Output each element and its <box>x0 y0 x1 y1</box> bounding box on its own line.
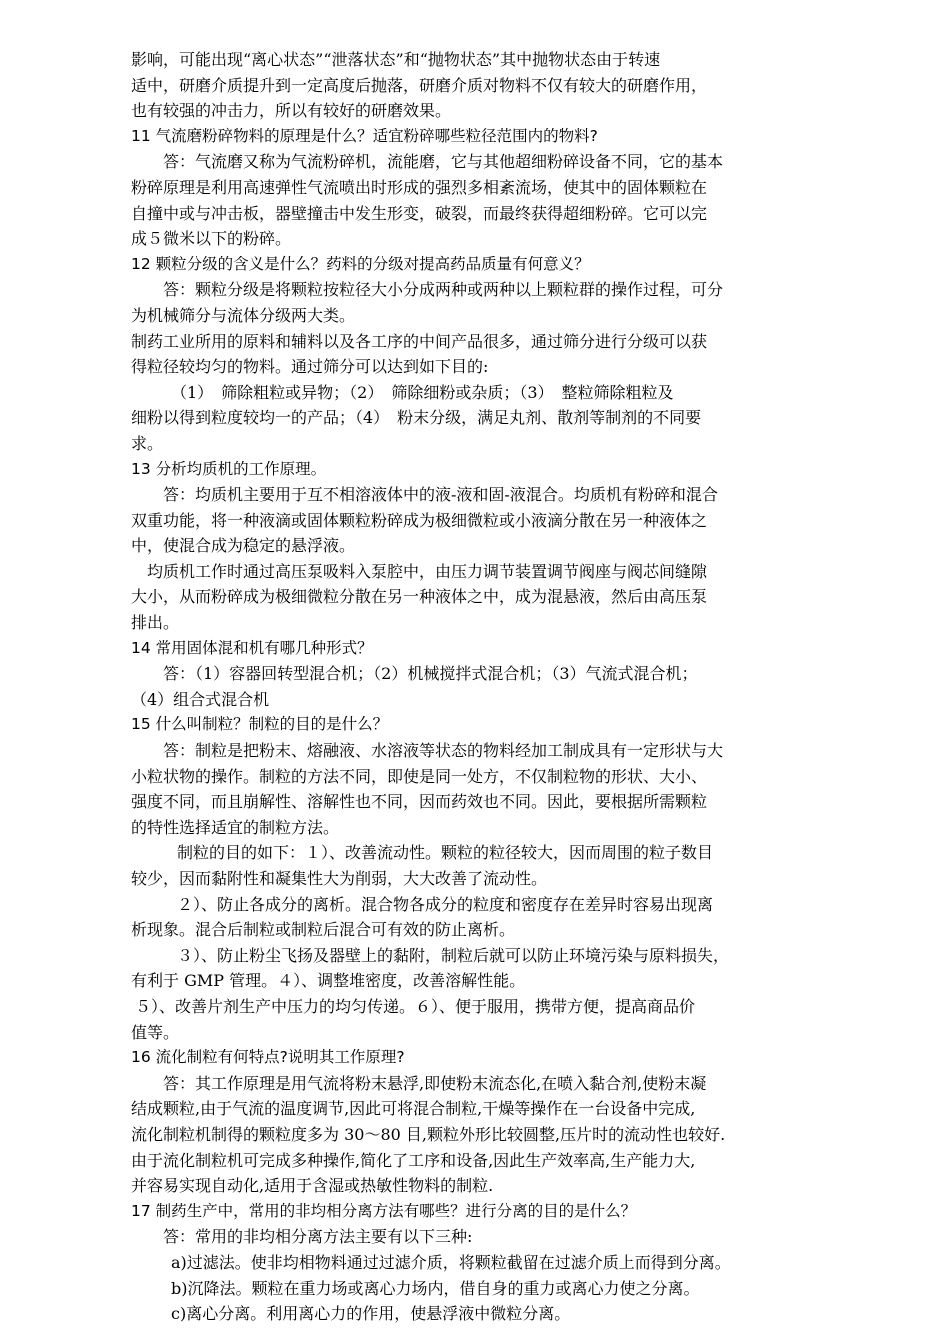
answer-17-item-c: c)离心分离。利用离心力的作用，使悬浮液中微粒分离。 <box>171 1304 571 1324</box>
answer-15-line: 的特性选择适宜的制粒方法。 <box>131 817 340 837</box>
text-line: 影响，可能出现“离心状态”“泄落状态”和“抛物状态”其中抛物状态由于转速 <box>131 50 661 69</box>
answer-12-line: 制药工业所用的原料和辅料以及各工序的中间产品很多，通过筛分进行分级可以获 <box>131 331 708 351</box>
answer-15-line: 析现象。混合后制粒或制粒后混合可有效的防止离析。 <box>131 920 516 940</box>
answer-15-line: 小粒状物的操作。制粒的方法不同，即使是同一处方，不仅制粒物的形状、大小、 <box>131 766 708 786</box>
answer-15-line: 有利于 GMP 管理。４）、调整堆密度，改善溶解性能。 <box>131 971 526 991</box>
answer-15-line: ２）、防止各成分的离析。混合物各成分的粒度和密度存在差异时容易出现离 <box>177 894 714 914</box>
answer-11-line: 答：气流磨又称为气流粉碎机，流能磨，它与其他超细粉碎设备不同，它的基本 <box>163 152 724 172</box>
answer-12-line: 为机械筛分与流体分级两大类。 <box>131 305 356 325</box>
answer-12-list-line: （1） 筛除粗粒或异物；（2） 筛除细粉或杂质；（3） 整粒筛除粗粒及 <box>171 382 674 402</box>
answer-13-line: 双重功能，将一种液滴或固体颗粒粉碎成为极细微粒或小液滴分散在另一种液体之 <box>131 510 708 530</box>
answer-16-line: 并容易实现自动化,适用于含湿或热敏性物料的制粒. <box>131 1176 494 1196</box>
answer-15-line: 答：制粒是把粉末、熔融液、水溶液等状态的物料经加工制成具有一定形状与大 <box>163 741 724 761</box>
answer-15-line: 值等。 <box>131 1022 180 1042</box>
answer-15-line: 强度不同，而且崩解性、溶解性也不同，因而药效也不同。因此，要根据所需颗粒 <box>131 792 708 812</box>
answer-12-list-line: 求。 <box>131 433 164 453</box>
question-11: 11 气流磨粉碎物料的原理是什么？适宜粉碎哪些粒径范围内的物料? <box>131 126 598 145</box>
answer-11-line: 粉碎原理是利用高速弹性气流喷出时形成的强烈多相紊流场，使其中的固体颗粒在 <box>131 177 708 197</box>
question-16: 16 流化制粒有何特点?说明其工作原理? <box>131 1048 405 1067</box>
answer-13-line: 排出。 <box>131 613 180 633</box>
answer-15-line: 较少，因而黏附性和凝集性大为削弱，大大改善了流动性。 <box>131 869 548 888</box>
answer-17-item-b: b)沉降法。颗粒在重力场或离心力场内，借自身的重力或离心力使之分离。 <box>171 1278 700 1298</box>
text-line: 也有较强的冲击力，所以有较好的研磨效果。 <box>131 101 452 121</box>
question-17: 17 制药生产中，常用的非均相分离方法有哪些？进行分离的目的是什么？ <box>131 1201 637 1220</box>
answer-16-line: 流化制粒机制得的颗粒度多为 30～80 目,颗粒外形比较圆整,压片时的流动性也较好. <box>131 1124 726 1144</box>
question-15: 15 什么叫制粒？制粒的目的是什么？ <box>131 715 389 734</box>
answer-13-line: 中，使混合成为稳定的悬浮液。 <box>131 536 356 556</box>
answer-11-line: 成５微米以下的粉碎。 <box>131 229 292 249</box>
answer-14-line: （4）组合式混合机 <box>131 689 270 709</box>
question-14: 14 常用固体混和机有哪几种形式？ <box>131 638 373 657</box>
answer-16-line: 结成颗粒,由于气流的温度调节,因此可将混合制粒,干燥等操作在一台设备中完成, <box>131 1099 696 1119</box>
answer-13-line: 答：均质机主要用于互不相溶液体中的液-液和固-液混合。均质机有粉碎和混合 <box>163 485 718 505</box>
answer-12-line: 答：颗粒分级是将颗粒按粒径大小分成两种或两种以上颗粒群的操作过程，可分 <box>163 280 724 300</box>
text-line: 适中，研磨介质提升到一定高度后抛落，研磨介质对物料不仅有较大的研磨作用， <box>131 75 708 95</box>
answer-14-line: 答：（1）容器回转型混合机；（2）机械搅拌式混合机；（3）气流式混合机； <box>163 664 698 684</box>
answer-15-line: 制粒的目的如下：１）、改善流动性。颗粒的粒径较大，因而周围的粒子数目 <box>177 843 714 863</box>
answer-13-line: 大小，从而粉碎成为极细微粒分散在另一种液体之中，成为混悬液，然后由高压泵 <box>131 587 708 607</box>
answer-17-line: 答：常用的非均相分离方法主要有以下三种: <box>163 1227 473 1247</box>
answer-15-line: ３）、防止粉尘飞扬及器壁上的黏附，制粒后就可以防止环境污染与原料损失， <box>177 945 730 965</box>
answer-11-line: 自撞中或与冲击板，器壁撞击中发生形变，破裂，而最终获得超细粉碎。它可以完 <box>131 203 708 223</box>
answer-13-line: 均质机工作时通过高压泵吸料入泵腔中，由压力调节装置调节阀座与阀芯间缝隙 <box>147 561 708 581</box>
question-12: 12 颗粒分级的含义是什么？药料的分级对提高药品质量有何意义？ <box>131 254 590 273</box>
answer-12-line: 得粒径较均匀的物料。通过筛分可以达到如下目的: <box>131 357 489 377</box>
answer-16-line: 由于流化制粒机可完成多种操作,简化了工序和设备,因此生产效率高,生产能力大, <box>131 1150 696 1170</box>
answer-16-line: 答：其工作原理是用气流将粉末悬浮,即使粉末流态化,在喷入黏合剂,使粉末凝 <box>163 1073 707 1093</box>
question-13: 13 分析均质机的工作原理。 <box>131 459 327 478</box>
answer-12-list-line: 细粉以得到粒度较均一的产品；（4） 粉末分级，满足丸剂、散剂等制剂的不同要 <box>131 408 702 428</box>
answer-15-line: ５）、改善片剂生产中压力的均匀传递。６）、便于服用，携带方便，提高商品价 <box>135 996 696 1016</box>
answer-17-item-a: a)过滤法。使非均相物料通过过滤介质，将颗粒截留在过滤介质上而得到分离。 <box>171 1252 731 1272</box>
document-page <box>131 47 839 1327</box>
